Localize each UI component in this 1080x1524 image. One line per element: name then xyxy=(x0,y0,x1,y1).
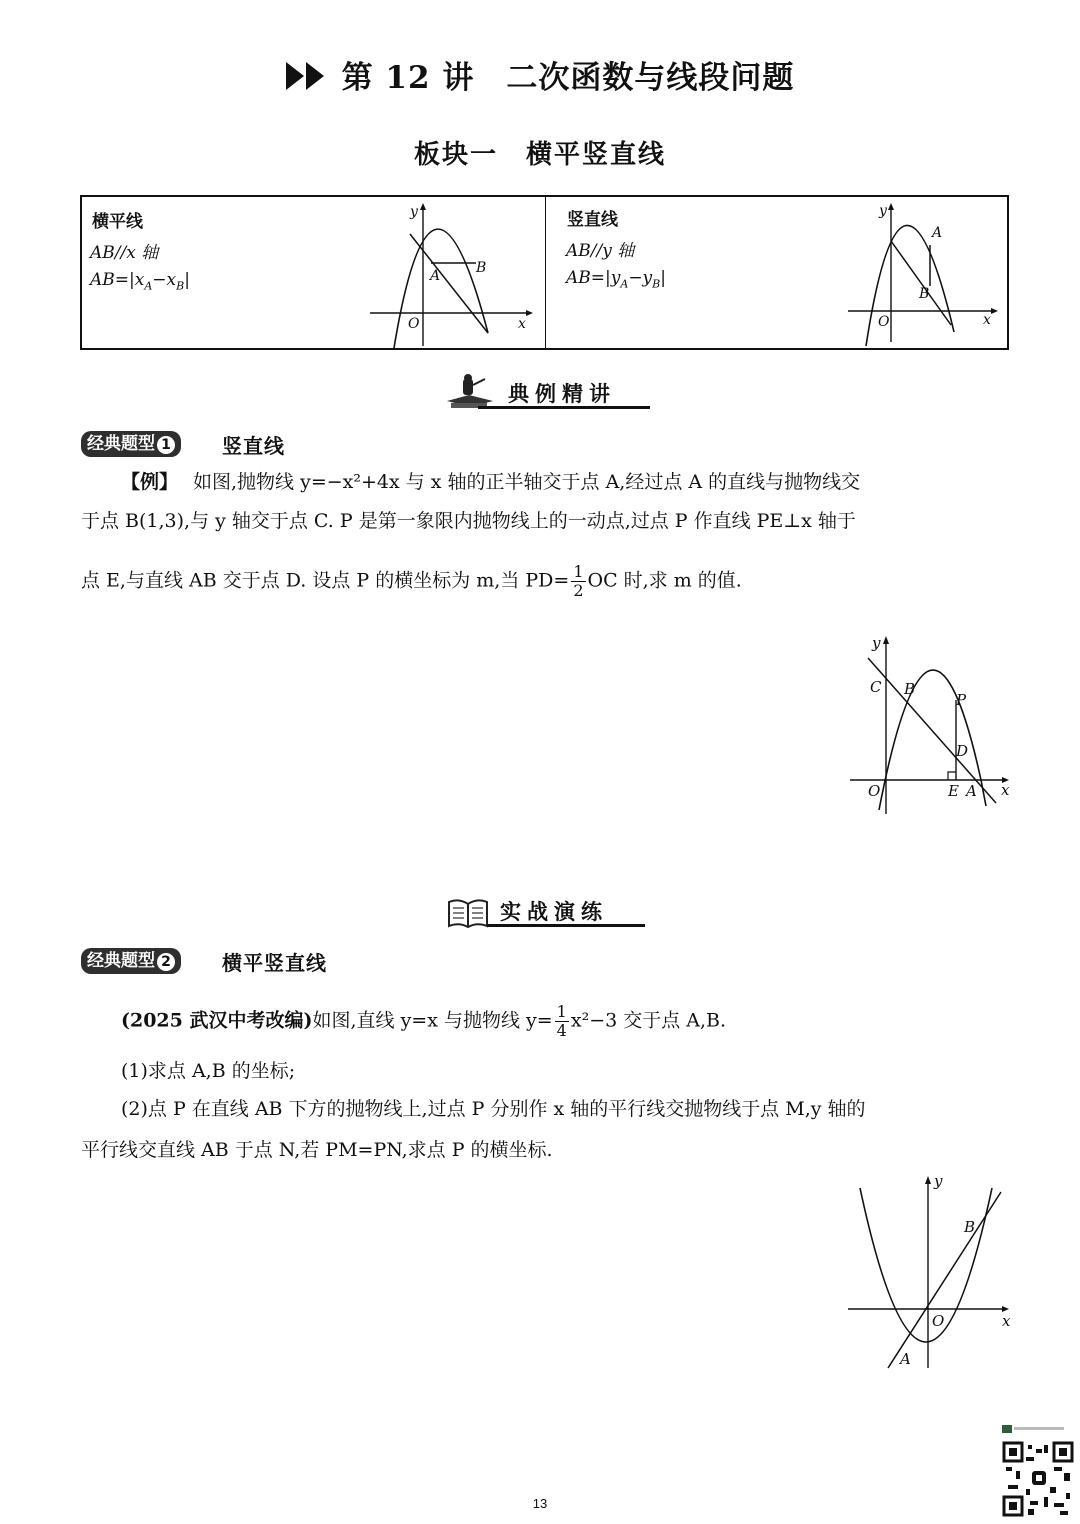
exercise-question-1: (1)求点 A,B 的坐标; xyxy=(121,1060,296,1082)
vertical-line-heading: 竖直线 xyxy=(567,210,618,230)
right-angle-mark xyxy=(948,772,956,780)
label-o: O xyxy=(408,316,420,332)
label-b: B xyxy=(964,1218,976,1236)
type-tag-2: 经典题型 2 xyxy=(81,948,181,974)
fraction-one-quarter: $\frac{1}{4}$ xyxy=(556,1002,567,1040)
label-y: y xyxy=(879,203,887,219)
label-y: y xyxy=(872,634,881,652)
vertical-line-formula: $AB=|y_A-y_B|$ xyxy=(566,268,666,291)
example-tag: 【例】 xyxy=(121,471,179,493)
label-a: A xyxy=(900,1350,911,1368)
type-1-name: 竖直线 xyxy=(222,434,285,458)
banner-practice-title: 实战演练 xyxy=(500,900,608,924)
slant-line xyxy=(891,241,951,325)
label-y: y xyxy=(410,204,418,220)
label-p: P xyxy=(956,691,967,709)
y-axis-arrow xyxy=(925,1176,931,1184)
type-tag-1: 经典题型 1 xyxy=(81,431,181,457)
label-x: x xyxy=(518,316,526,332)
concept-box-divider xyxy=(545,197,546,348)
parabola xyxy=(860,1188,992,1342)
slant-line xyxy=(410,234,488,333)
label-a: A xyxy=(932,225,943,241)
figure-horizontal-line xyxy=(368,200,538,348)
x-axis-arrow xyxy=(991,308,998,314)
horizontal-line-formula: $AB=|x_A-x_B|$ xyxy=(90,270,190,293)
label-a: A xyxy=(966,782,977,800)
label-o: O xyxy=(932,1312,945,1330)
y-axis-arrow xyxy=(883,636,889,644)
page-number: 13 xyxy=(532,1496,548,1511)
figure-exercise-2 xyxy=(846,1172,1018,1372)
figure-vertical-line xyxy=(846,198,1006,346)
label-b: B xyxy=(476,260,487,276)
y-axis-arrow xyxy=(888,203,894,210)
exercise-intro: (2025 武汉中考改编)如图,直线 y=x 与抛物线 y= $\frac{1}{4}$ x²−3 交于点 A,B. xyxy=(121,1002,727,1040)
label-a: A xyxy=(430,268,441,284)
vertical-line-condition: AB//y 轴 xyxy=(566,241,635,261)
line-ab xyxy=(888,1192,1001,1368)
label-x: x xyxy=(983,312,991,328)
chapter-title: 第 12 讲 二次函数与线段问题 xyxy=(0,52,1080,98)
label-c: C xyxy=(870,678,882,696)
label-o: O xyxy=(868,782,881,800)
banner-examples-title: 典例精讲 xyxy=(508,382,616,406)
example-line-2: 于点 B(1,3),与 y 轴交于点 C. P 是第一象限内抛物线上的一动点,过点 P 作直线 PE⊥x 轴于 xyxy=(81,510,856,532)
section-title: 板块一 横平竖直线 xyxy=(413,140,666,170)
label-e: E xyxy=(948,782,959,800)
example-line-1: 如图,抛物线 y=−x²+4x 与 x 轴的正半轴交于点 A,经过点 A 的直线与抛物线交 xyxy=(193,471,861,493)
example-line-3: 点 E,与直线 AB 交于点 D. 设点 P 的横坐标为 m,当 PD= $\frac{1}{2}$ OC 时,求 m 的值. xyxy=(81,562,742,600)
label-d: D xyxy=(956,742,969,760)
label-o: O xyxy=(878,314,890,330)
fraction-one-half: $\frac{1}{2}$ xyxy=(573,562,584,600)
horizontal-line-heading: 横平线 xyxy=(92,212,143,232)
label-b: B xyxy=(919,286,930,302)
x-axis-arrow xyxy=(526,310,533,316)
label-y: y xyxy=(934,1172,943,1190)
label-x: x xyxy=(1001,781,1010,799)
exercise-question-2-line-1: (2)点 P 在直线 AB 下方的抛物线上,过点 P 分别作 x 轴的平行线交抛物线于点 M,y 轴的 xyxy=(121,1098,866,1120)
banner-practice-rule xyxy=(487,924,645,927)
horizontal-line-condition: AB//x 轴 xyxy=(90,243,159,263)
figure-example-1 xyxy=(848,628,1018,818)
open-book-icon xyxy=(445,894,491,930)
label-x: x xyxy=(1002,1312,1011,1330)
label-b: B xyxy=(904,680,916,698)
banner-examples-rule xyxy=(478,406,650,409)
y-axis-arrow xyxy=(420,203,426,210)
double-arrow-icon xyxy=(286,62,328,98)
exercise-question-2-line-2: 平行线交直线 AB 于点 N,若 PM=PN,求点 P 的横坐标. xyxy=(81,1139,553,1161)
type-2-name: 横平竖直线 xyxy=(222,951,327,975)
